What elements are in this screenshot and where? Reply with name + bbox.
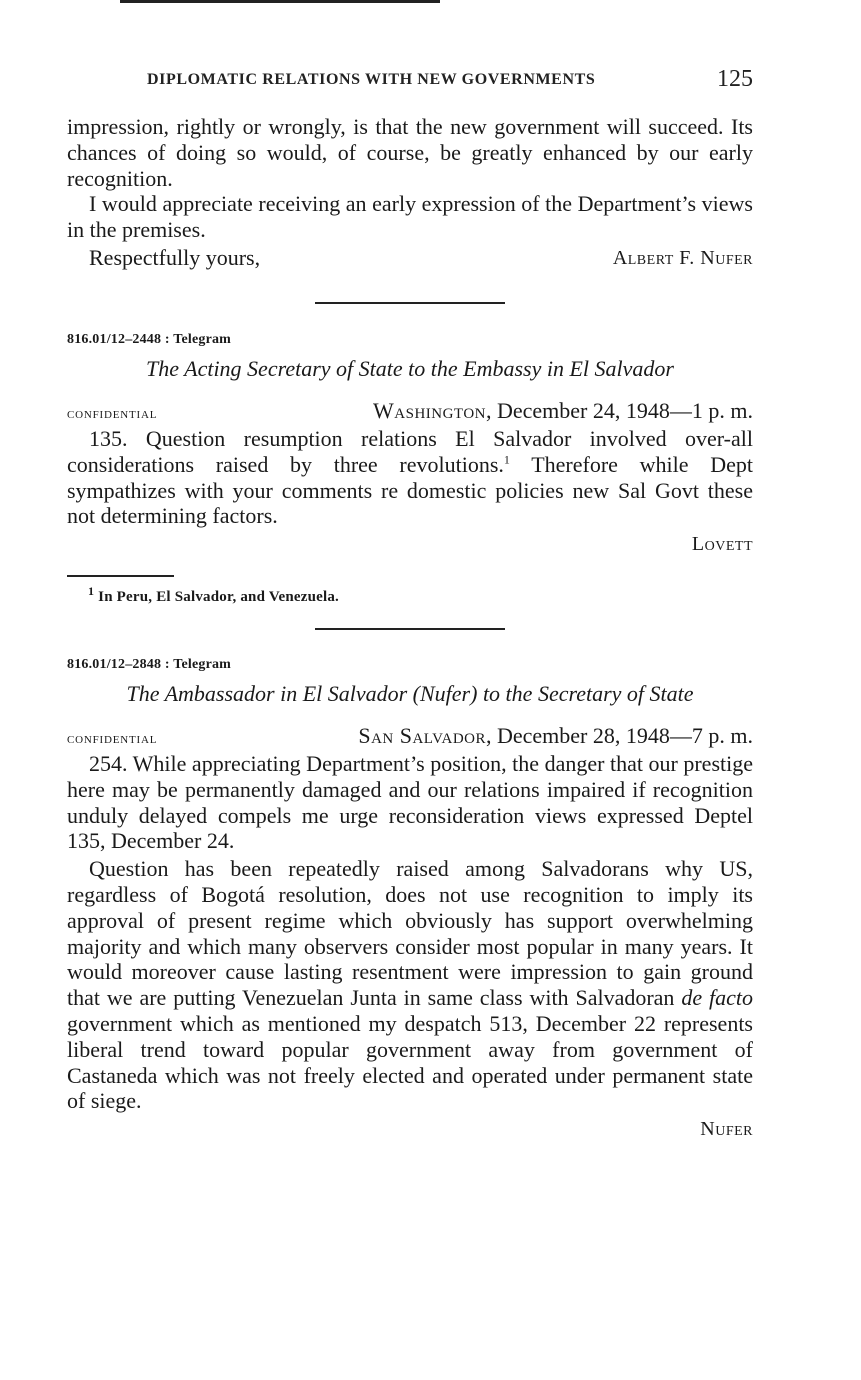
telegram-body-main: 135. Question resumption relations El Salvador involved over-all considerations raised by three revolutions. — [67, 426, 753, 477]
dateline — [67, 398, 753, 424]
closing-row — [67, 245, 753, 271]
document-heading: The Acting Secretary of State to the Embassy in El Salvador — [146, 356, 674, 381]
telegram-paragraph-2 — [67, 856, 753, 1114]
continuation-section — [67, 114, 753, 271]
paragraph-2-part-a: Question has been repeatedly raised among Salvadorans why US, regardless of Bogotá resolution, does not use recognition to imply its approval of present regime which obviously has support overwhelming majority and which many observers consider most popular in many years. It would moreover cause lasting resentment were impression to gain ground that we are putting Venezuelan Junta in same class with Salvadoran — [67, 856, 753, 1011]
classification: confidential — [67, 406, 158, 422]
date: , December 28, 1948—7 p. m. — [486, 723, 753, 748]
section-separator-2 — [315, 628, 505, 630]
paragraph-2-part-b: government which as mentioned my despatch 513, December 22 represents liberal trend toward popular government away from government of Castaneda which was not freely elected and operated under permanent state of siege. — [67, 1010, 753, 1114]
continuation-paragraph-1: impression, rightly or wrongly, is that the new government will succeed. Its chances of doing so would, of course, be greatly enhanced by our early recognition. — [67, 114, 753, 191]
page-number: 125 — [717, 66, 753, 92]
continuation-paragraph-2: I would appreciate receiving an early expression of the Department’s views in the premises. — [67, 191, 753, 243]
date: , December 24, 1948—1 p. m. — [486, 398, 753, 423]
running-head: DIPLOMATIC RELATIONS WITH NEW GOVERNMENTS — [147, 71, 596, 88]
closing-text: Respectfully yours, — [89, 244, 261, 270]
classification: confidential — [67, 731, 158, 747]
footnote — [88, 584, 748, 606]
signature-nufer-1: Albert F. Nufer — [612, 246, 753, 269]
place: San Salvador — [358, 723, 486, 748]
file-reference: 816.01/12–2848 : Telegram — [67, 657, 232, 672]
footnote-text: In Peru, El Salvador, and Venezuela. — [94, 589, 340, 605]
place: Washington — [373, 398, 486, 423]
telegram-paragraph-1: 254. While appreciating Department’s position, the danger that our prestige here may be permanently damaged and our relations impaired if recognition unduly delayed compels me urge reconsideration views expressed Deptel 135, December 24. — [67, 751, 753, 854]
document-816-2448 — [67, 332, 753, 556]
page-header — [67, 66, 753, 96]
footnote-rule — [67, 575, 174, 577]
telegram-body — [67, 426, 753, 529]
document-816-2848 — [67, 657, 753, 1141]
footnote-number: 1 — [88, 584, 95, 598]
document-heading: The Ambassador in El Salvador (Nufer) to the Secretary of State — [126, 681, 694, 706]
telegram-body-rest: Therefore while Dept sympathizes with your comments re domestic policies new Sal Govt these not determining factors. — [67, 451, 753, 529]
top-edge-rule — [120, 0, 440, 3]
section-separator-1 — [315, 302, 505, 304]
signature-lovett: Lovett — [691, 533, 753, 556]
place-date — [358, 723, 753, 749]
file-reference: 816.01/12–2448 : Telegram — [67, 332, 232, 347]
paragraph-2-italic: de facto — [681, 985, 753, 1011]
place-date — [373, 398, 753, 424]
signature-nufer-2: Nufer — [700, 1118, 753, 1141]
dateline — [67, 723, 753, 749]
footnote-marker: 1 — [503, 452, 510, 467]
